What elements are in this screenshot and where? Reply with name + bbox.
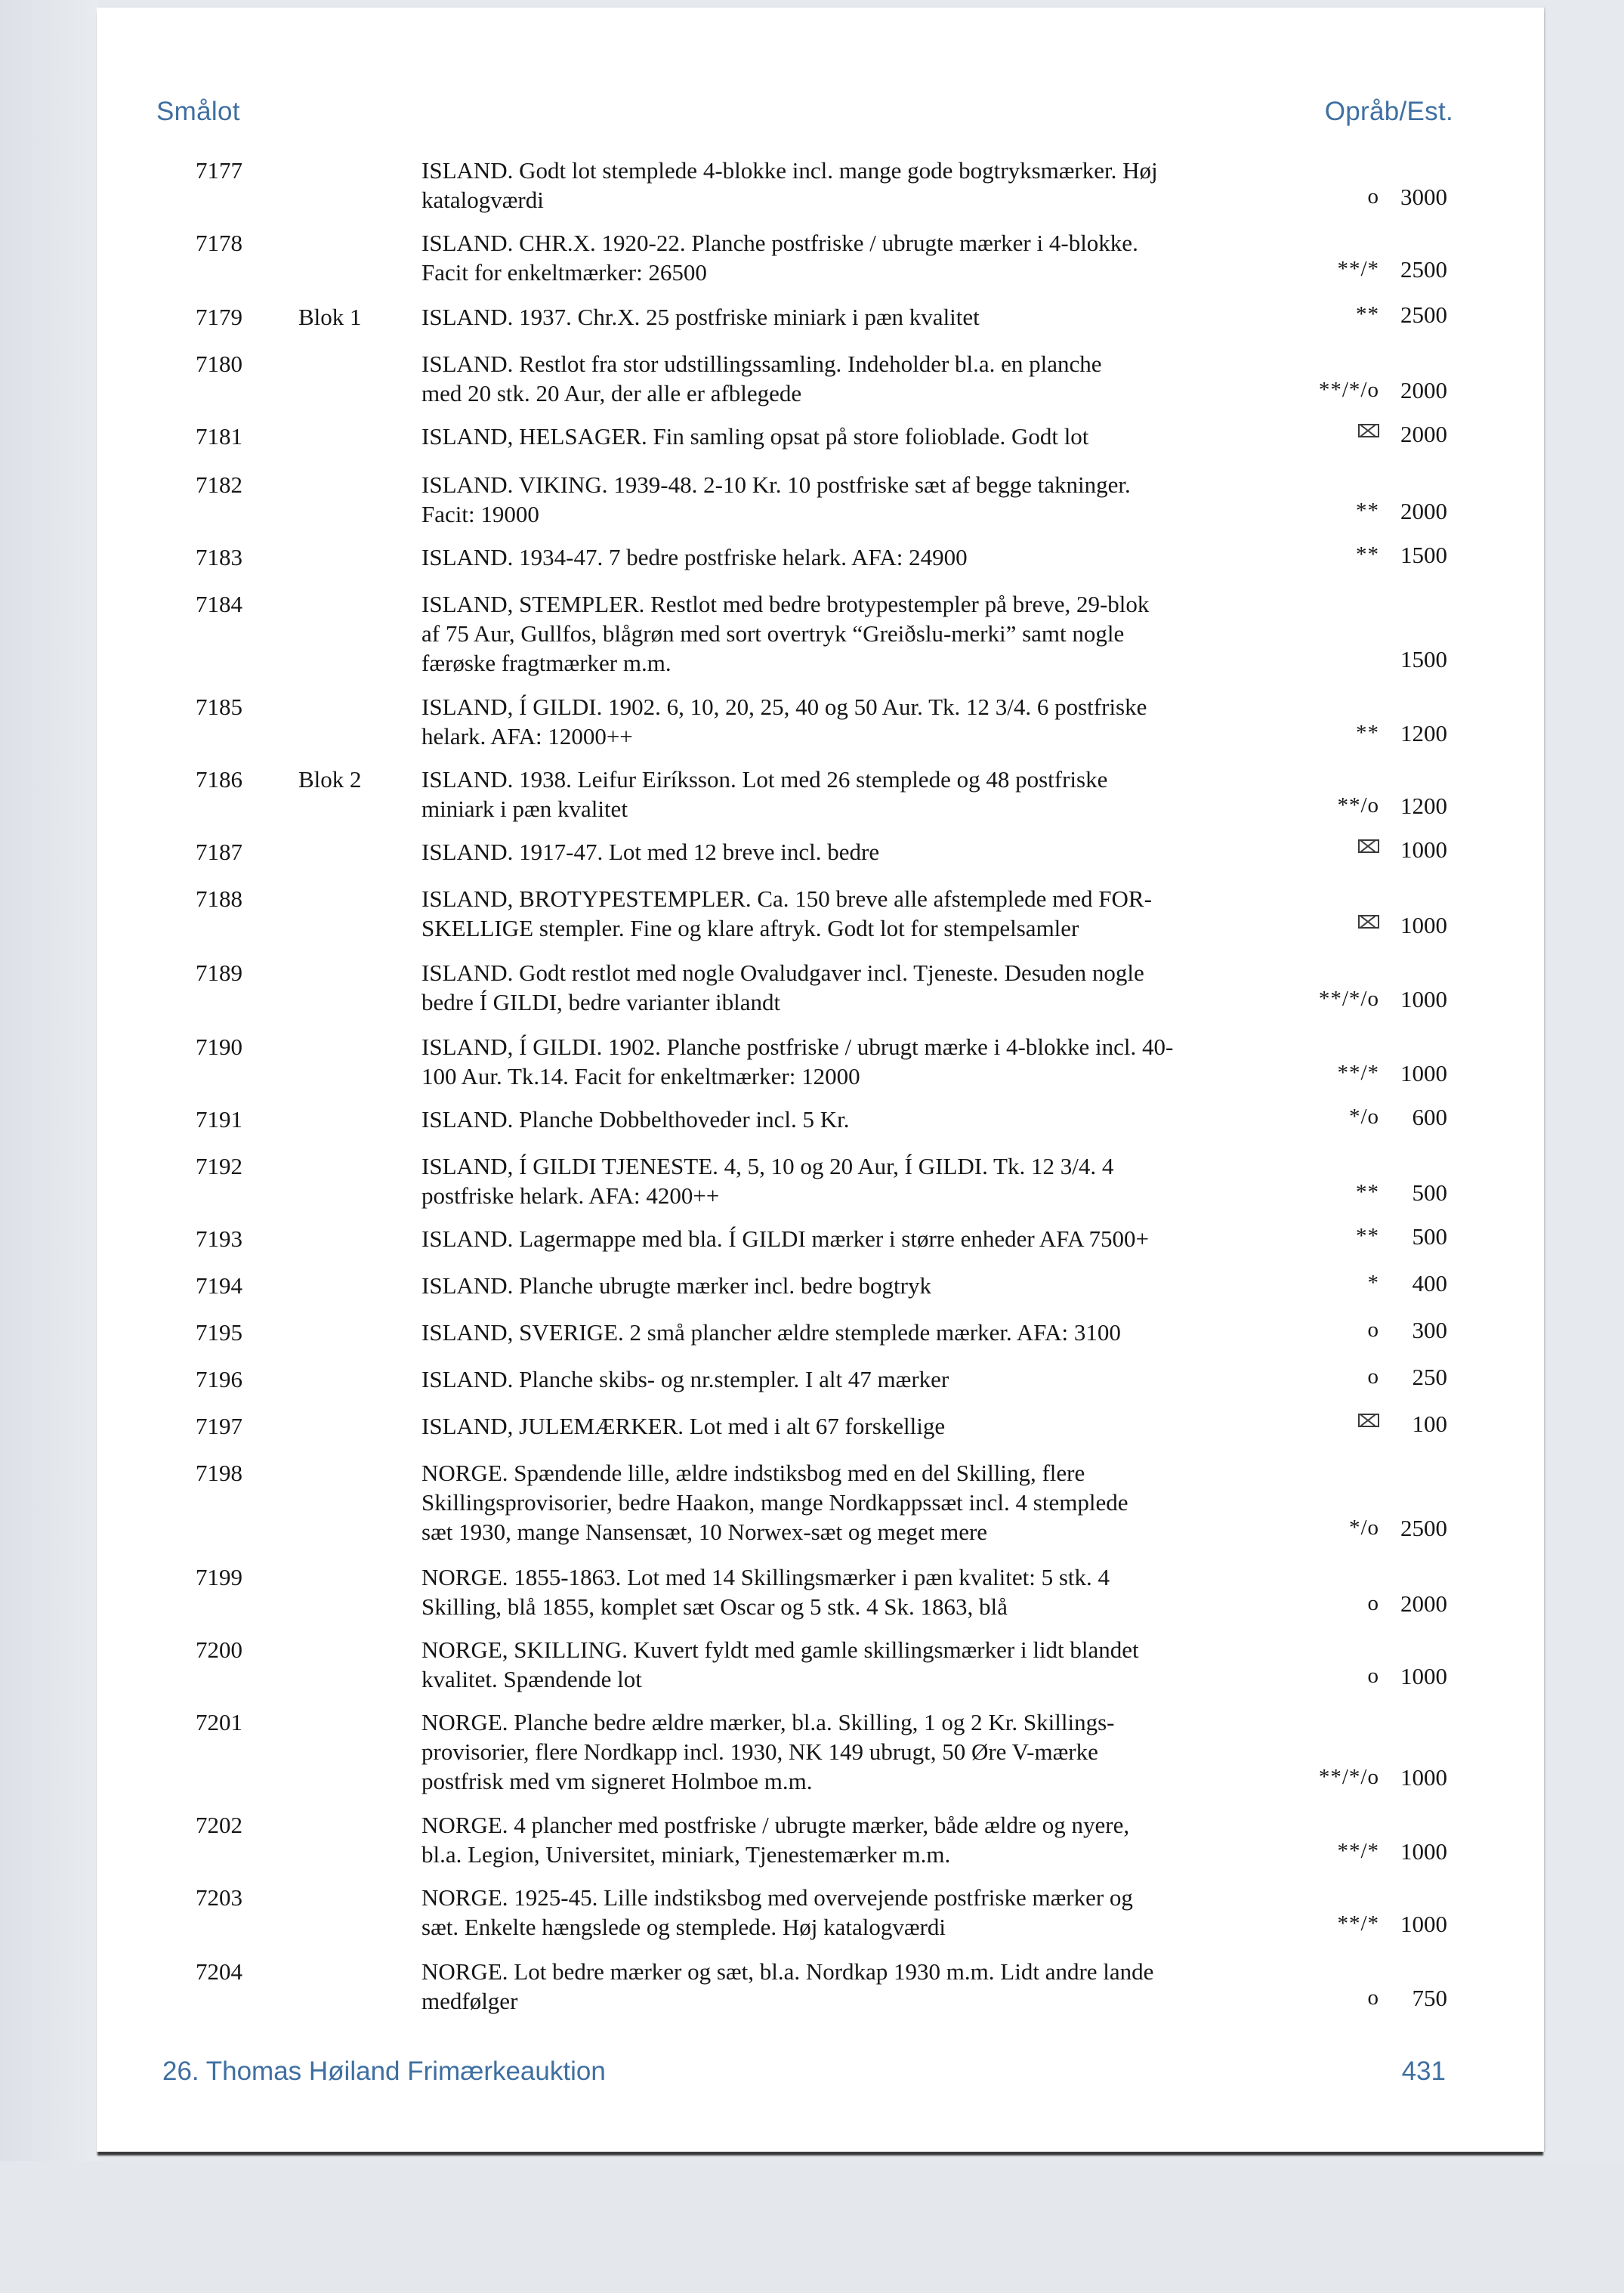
lot-description: NORGE. 1925-45. Lille indstiksbog med overvejende postfriske mærker og sæt. Enkelte hængslede og stemplede. Høj katalogværdi [421, 1884, 1133, 1940]
lot-row [97, 1810, 1544, 1869]
lot-description: ISLAND, Í GILDI. 1902. 6, 10, 20, 25, 40 og 50 Aur. Tk. 12 3/4. 6 postfriske helark. AFA: 12000++ [421, 694, 1147, 749]
lot-row [97, 692, 1544, 751]
lot-number: 7185 [196, 694, 242, 720]
lot-row [97, 349, 1544, 408]
lot-condition: o [1367, 1664, 1379, 1688]
lot-row [97, 765, 1544, 824]
lot-number: 7181 [196, 423, 242, 450]
lot-condition: **/*/o [1318, 378, 1379, 402]
header-section-title: Smålot [156, 97, 240, 126]
lot-number: 7204 [196, 1958, 242, 1985]
lot-description: ISLAND. VIKING. 1939-48. 2-10 Kr. 10 postfriske sæt af begge takninger. Facit: 19000 [421, 471, 1131, 527]
lot-description: ISLAND, Í GILDI. 1902. Planche postfriske / ubrugt mærke i 4-blokke incl. 40- 100 Aur. Tk.14. Facit for enkeltmærker: 12000 [421, 1034, 1174, 1089]
lot-condition: ** [1356, 542, 1379, 567]
lot-row [97, 1883, 1544, 1942]
lot-row [97, 228, 1544, 287]
lot-row [97, 1151, 1544, 1210]
lot-number: 7203 [196, 1884, 242, 1911]
lot-row [97, 470, 1544, 529]
lot-estimate: 1000 [1400, 836, 1447, 863]
lot-row [97, 542, 1544, 573]
lot-estimate: 2500 [1400, 301, 1447, 328]
lot-row [97, 1562, 1544, 1621]
lot-condition: o [1367, 1318, 1379, 1342]
lot-number: 7179 [196, 304, 242, 330]
lot-condition: */o [1348, 1105, 1379, 1129]
lot-estimate: 2500 [1400, 1515, 1447, 1541]
lot-row [97, 1105, 1544, 1135]
lot-estimate: 2000 [1400, 421, 1447, 447]
lot-number: 7202 [196, 1812, 242, 1838]
cover-envelope-icon [1358, 915, 1379, 929]
lot-row [97, 1032, 1544, 1091]
lot-description: ISLAND. 1938. Leifur Eiríksson. Lot med 26 stemplede og 48 postfriske miniark i pæn kvalitet [421, 766, 1108, 822]
lot-estimate: 2000 [1400, 498, 1447, 524]
lot-row [97, 1707, 1544, 1795]
lot-condition: ** [1356, 302, 1379, 326]
lot-estimate: 1000 [1400, 1838, 1447, 1865]
footer-auction-name: 26. Thomas Høiland Frimærkeauktion [162, 2057, 606, 2086]
lot-row [97, 1364, 1544, 1395]
lot-estimate: 1200 [1400, 793, 1447, 819]
lot-number: 7190 [196, 1034, 242, 1060]
lot-description: ISLAND. Godt lot stemplede 4-blokke incl. mange gode bogtryksmærker. Høj katalogværdi [421, 157, 1158, 213]
lot-estimate: 2000 [1400, 377, 1447, 403]
lot-description: NORGE. Planche bedre ældre mærker, bl.a. Skilling, 1 og 2 Kr. Skillings- provisorier, flere Nordkapp incl. 1930, NK 149 ubrugt, 50 Øre V-mærke postfrisk med vm signeret Holmboe m.m. [421, 1709, 1115, 1794]
cover-envelope-icon [1358, 839, 1379, 853]
lot-description: ISLAND, BROTYPESTEMPLER. Ca. 150 breve alle afstemplede med FOR- SKELLIGE stempler. Fine og klare aftryk. Godt lot for stempelsamler [421, 885, 1152, 941]
lot-number: 7180 [196, 351, 242, 377]
lot-block-ref: Blok 2 [298, 766, 362, 793]
lot-estimate: 250 [1412, 1364, 1447, 1390]
lot-condition: * [1367, 1271, 1379, 1295]
lot-row [97, 1224, 1544, 1254]
lot-description: ISLAND. 1937. Chr.X. 25 postfriske miniark i pæn kvalitet [421, 304, 980, 330]
lot-description: ISLAND, Í GILDI TJENESTE. 4, 5, 10 og 20 Aur, Í GILDI. Tk. 12 3/4. 4 postfriske helark. AFA: 4200++ [421, 1153, 1114, 1209]
lot-estimate: 3000 [1400, 184, 1447, 210]
lot-condition: **/* [1337, 1061, 1379, 1085]
lot-number: 7197 [196, 1413, 242, 1439]
lot-estimate: 1000 [1400, 1911, 1447, 1937]
scan-background-bottom [0, 2161, 1624, 2293]
lot-estimate: 100 [1412, 1411, 1447, 1437]
lot-row [97, 958, 1544, 1017]
lot-estimate: 600 [1412, 1104, 1447, 1130]
lot-block-ref: Blok 1 [298, 304, 362, 330]
lot-description: NORGE. Lot bedre mærker og sæt, bl.a. Nordkap 1930 m.m. Lidt andre lande medfølger [421, 1958, 1154, 2014]
lot-description: ISLAND. Planche ubrugte mærker incl. bedre bogtryk [421, 1272, 931, 1299]
lot-condition: **/* [1337, 257, 1379, 281]
lot-row [97, 1635, 1544, 1694]
lot-estimate: 1000 [1400, 1764, 1447, 1791]
scan-background [0, 0, 98, 2293]
footer-page-number: 431 [1401, 2057, 1446, 2086]
lot-number: 7199 [196, 1564, 242, 1590]
lot-number: 7192 [196, 1153, 242, 1179]
lot-number: 7191 [196, 1106, 242, 1133]
lot-description: NORGE. Spændende lille, ældre indstiksbog med en del Skilling, flere Skillingsprovisorier, bedre Haakon, mange Nordkappssæt incl. 4 stemplede sæt 1930, mange Nansensæt, 10 Norwex-sæt og meget mere [421, 1460, 1128, 1545]
lot-estimate: 1000 [1400, 1060, 1447, 1086]
lot-estimate: 1000 [1400, 1663, 1447, 1689]
lot-number: 7195 [196, 1319, 242, 1346]
lot-condition: **/o [1337, 793, 1379, 817]
lot-estimate: 750 [1412, 1985, 1447, 2011]
lot-description: ISLAND, STEMPLER. Restlot med bedre brotypestempler på breve, 29-blok af 75 Aur, Gullfos, blågrøn med sort overtryk “Greiðslu-merki” samt nogle færøske fragtmærker m.m. [421, 591, 1150, 676]
lot-estimate: 400 [1412, 1270, 1447, 1296]
cover-envelope-icon [1358, 1414, 1379, 1427]
cover-envelope-icon [1358, 424, 1379, 437]
lot-estimate: 300 [1412, 1317, 1447, 1343]
lot-number: 7187 [196, 839, 242, 865]
lot-number: 7182 [196, 471, 242, 498]
lot-description: ISLAND. 1934-47. 7 bedre postfriske helark. AFA: 24900 [421, 544, 968, 570]
lot-condition [1358, 910, 1379, 940]
lot-description: NORGE. 4 plancher med postfriske / ubrugte mærker, både ældre og nyere, bl.a. Legion, Universitet, miniark, Tjenestemærker m.m. [421, 1812, 1130, 1868]
lot-description: NORGE. 1855-1863. Lot med 14 Skillingsmærker i pæn kvalitet: 5 stk. 4 Skilling, blå 1855, komplet sæt Oscar og 5 stk. 4 Sk. 1863, blå [421, 1564, 1110, 1620]
lot-condition: o [1367, 1986, 1379, 2010]
lot-description: ISLAND, HELSAGER. Fin samling opsat på store folioblade. Godt lot [421, 423, 1089, 450]
lot-number: 7194 [196, 1272, 242, 1299]
lot-estimate: 1000 [1400, 986, 1447, 1012]
lot-description: NORGE, SKILLING. Kuvert fyldt med gamle skillingsmærker i lidt blandet kvalitet. Spændende lot [421, 1636, 1139, 1692]
lot-description: ISLAND, SVERIGE. 2 små plancher ældre stemplede mærker. AFA: 3100 [421, 1319, 1121, 1346]
lot-row [97, 884, 1544, 943]
lot-condition [1358, 419, 1379, 449]
lot-row [97, 837, 1544, 867]
lot-number: 7184 [196, 591, 242, 617]
lot-number: 7188 [196, 885, 242, 912]
lot-number: 7200 [196, 1636, 242, 1663]
lot-row [97, 156, 1544, 215]
lot-description: ISLAND. Planche Dobbelthoveder incl. 5 Kr. [421, 1106, 850, 1133]
lot-description: ISLAND. Restlot fra stor udstillingssamling. Indeholder bl.a. en planche med 20 stk. 20 Aur, der alle er afblegede [421, 351, 1102, 406]
lot-condition: ** [1356, 1180, 1379, 1204]
lot-condition: o [1367, 184, 1379, 209]
lot-condition: */o [1348, 1516, 1379, 1540]
catalog-page [97, 8, 1544, 2152]
lot-estimate: 2000 [1400, 1590, 1447, 1617]
lot-number: 7186 [196, 766, 242, 793]
lot-row [97, 422, 1544, 452]
lot-estimate: 500 [1412, 1179, 1447, 1206]
lot-description: ISLAND, JULEMÆRKER. Lot med i alt 67 forskellige [421, 1413, 946, 1439]
lot-number: 7189 [196, 960, 242, 986]
lot-estimate: 500 [1412, 1223, 1447, 1250]
lot-number: 7183 [196, 544, 242, 570]
lot-row [97, 1458, 1544, 1546]
lot-estimate: 2500 [1400, 256, 1447, 283]
lot-number: 7177 [196, 157, 242, 184]
lot-number: 7178 [196, 230, 242, 256]
lot-estimate: 1500 [1400, 646, 1447, 672]
lot-estimate: 1500 [1400, 542, 1447, 568]
lot-row [97, 1271, 1544, 1301]
lot-estimate: 1000 [1400, 912, 1447, 938]
lot-description: ISLAND. Godt restlot med nogle Ovaludgaver incl. Tjeneste. Desuden nogle bedre Í GILDI, bedre varianter iblandt [421, 960, 1144, 1015]
lot-condition: ** [1356, 499, 1379, 523]
lot-number: 7201 [196, 1709, 242, 1735]
lot-condition: **/*/o [1318, 987, 1379, 1011]
lot-condition: o [1367, 1591, 1379, 1615]
lot-description: ISLAND. CHR.X. 1920-22. Planche postfriske / ubrugte mærker i 4-blokke. Facit for enkeltmærker: 26500 [421, 230, 1138, 286]
lot-estimate: 1200 [1400, 720, 1447, 746]
lot-condition: **/*/o [1318, 1765, 1379, 1789]
lot-description: ISLAND. Planche skibs- og nr.stempler. I alt 47 mærker [421, 1366, 949, 1392]
lot-number: 7196 [196, 1366, 242, 1392]
lot-condition: **/* [1337, 1839, 1379, 1863]
lot-description: ISLAND. 1917-47. Lot med 12 breve incl. bedre [421, 839, 880, 865]
lot-row [97, 589, 1544, 677]
lot-row [97, 302, 1544, 332]
lot-row [97, 1957, 1544, 2016]
lot-description: ISLAND. Lagermappe med bla. Í GILDI mærker i større enheder AFA 7500+ [421, 1225, 1150, 1252]
header-column-estimate: Opråb/Est. [1324, 97, 1453, 126]
lot-condition: ** [1356, 1224, 1379, 1248]
lot-number: 7198 [196, 1460, 242, 1486]
lot-condition: o [1367, 1364, 1379, 1389]
lot-condition: **/* [1337, 1911, 1379, 1936]
lot-condition: ** [1356, 721, 1379, 745]
lot-condition [1358, 835, 1379, 864]
lot-row [97, 1411, 1544, 1442]
lot-number: 7193 [196, 1225, 242, 1252]
lot-row [97, 1318, 1544, 1348]
lot-condition [1358, 1409, 1379, 1439]
